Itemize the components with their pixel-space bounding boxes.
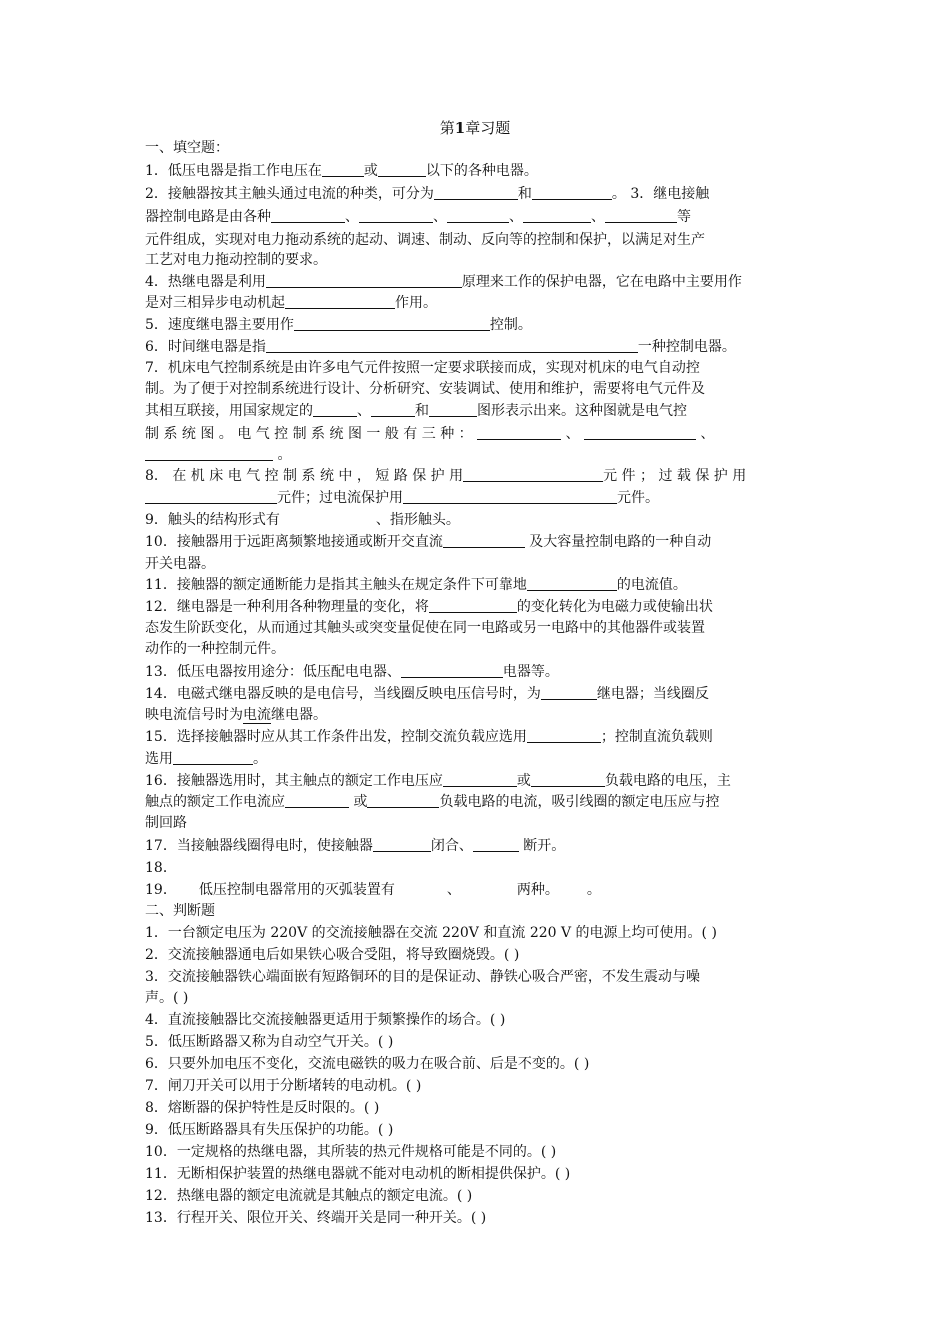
question-17: 17．当接触器线圈得电时，使接触器 闭合、 断开。 — [145, 838, 566, 854]
question-16-line-2: 触点的额定工作电流应 或 负载电路的电流，吸引线圈的额定电压应与控 — [145, 794, 720, 810]
answer-blank — [266, 339, 638, 353]
question-8-line-1: 8． 在 机 床 电 气 控 制 系 统 中 ， 短 路 保 护 用 元 件 ； 过 载 保 护 用 — [145, 468, 747, 484]
answer-blank — [447, 209, 509, 223]
judge-10: 10．一定规格的热继电器，其所装的热元件规格可能是不同的。( ) — [145, 1144, 557, 1160]
answer-blank — [443, 773, 517, 787]
answer-blank — [313, 403, 357, 417]
answer-blank — [266, 274, 462, 288]
title-prefix: 第 — [439, 119, 455, 137]
question-10-line-1: 10．接触器用于远距离频繁地接通或断开交直流 及大容量控制电路的一种自动 — [145, 534, 712, 550]
question-12-line-1: 12．继电器是一种利用各种物理量的变化，将 的变化转化为电磁力或使输出状 — [145, 599, 713, 615]
question-16-line-1: 16．接触器选用时，其主触点的额定工作电压应 或 负载电路的电压，主 — [145, 773, 731, 789]
judge-1: 1．一台额定电压为 220V 的交流接触器在交流 220V 和直流 220 V 的电源上均可使用。( ) — [145, 925, 717, 941]
question-7-line-4: 制 系 统 图 。 电 气 控 制 系 统 图 一 般 有 三 种 ： 、 、 — [145, 426, 715, 442]
answer-blank — [531, 773, 605, 787]
answer-blank — [401, 664, 503, 678]
question-18: 18． — [145, 860, 177, 876]
answer-blank — [429, 599, 517, 613]
answer-blank — [532, 186, 612, 200]
question-7-line-3: 其相互联接，用国家规定的 、 和 图形表示出来。这种图就是电气控 — [145, 403, 687, 419]
question-5: 5．速度继电器主要用作 控制。 — [145, 317, 532, 333]
answer-blank — [429, 403, 477, 417]
answer-blank — [359, 209, 433, 223]
answer-blank — [173, 751, 253, 765]
question-9: 9．触头的结构形式有 、指形触头。 — [145, 512, 460, 528]
question-13: 13．低压电器按用途分：低压配电电器、 电器等。 — [145, 664, 559, 680]
judge-2: 2．交流接触器通电后如果铁心吸合受阻，将导致圈烧毁。( ) — [145, 947, 520, 963]
answer-blank — [434, 186, 518, 200]
judge-13: 13．行程开关、限位开关、终端开关是同一种开关。( ) — [145, 1210, 487, 1226]
judge-5: 5．低压断路器又称为自动空气开关。( ) — [145, 1034, 394, 1050]
filled-answer: 电流 — [243, 707, 271, 723]
judge-4: 4．直流接触器比交流接触器更适用于频繁操作的场合。( ) — [145, 1012, 506, 1028]
judge-9: 9．低压断路器具有失压保护的功能。( ) — [145, 1122, 394, 1138]
page-title — [0, 118, 950, 138]
question-7-line-5: 。 — [145, 445, 810, 465]
answer-blank — [527, 577, 617, 591]
question-16-line-3: 制回路 — [145, 815, 187, 831]
title-suffix: 章习题 — [465, 119, 511, 137]
answer-blank — [322, 163, 364, 177]
answer-blank — [285, 295, 395, 309]
question-19: 19． 低压控制电器常用的灭弧装置有 、 两种。 。 — [145, 882, 601, 898]
answer-blank — [371, 403, 415, 417]
answer-blank — [473, 838, 519, 852]
judge-8: 8．熔断器的保护特性是反时限的。( ) — [145, 1100, 380, 1116]
judge-3-line-2: 声。( ) — [145, 990, 189, 1006]
question-10-line-2: 开关电器。 — [145, 556, 215, 572]
answer-blank — [145, 447, 273, 461]
question-1: 1．低压电器是指工作电压在 或 以下的各种电器。 — [145, 163, 538, 179]
question-15-line-1: 15．选择接触器时应从其工作条件出发，控制交流负载应选用 ；控制直流负载则 — [145, 729, 713, 745]
question-3-line-1: 器控制电路是由各种 、 、 、 、 等 — [145, 209, 691, 225]
judge-12: 12．热继电器的额定电流就是其触点的额定电流。( ) — [145, 1188, 473, 1204]
section-heading-judge: 二、判断题 — [145, 903, 215, 919]
answer-blank — [477, 426, 561, 440]
answer-blank — [271, 209, 345, 223]
question-4-line-1: 4．热继电器是利用 原理来工作的保护电器，它在电路中主要用作 — [145, 274, 742, 290]
question-6: 6．时间继电器是指 一种控制电器。 — [145, 339, 736, 355]
answer-blank — [367, 794, 439, 808]
question-14-line-1: 14．电磁式继电器反映的是电信号，当线圈反映电压信号时，为 继电器；当线圈反 — [145, 686, 709, 702]
question-15-line-2: 选用 。 — [145, 751, 267, 767]
question-4-line-2: 是对三相异步电动机起 作用。 — [145, 295, 437, 311]
question-7-line-2: 制。为了便于对控制系统进行设计、分析研究、安装调试、使用和维护，需要将电气元件及 — [145, 381, 705, 397]
answer-blank — [294, 317, 490, 331]
judge-3-line-1: 3．交流接触器铁心端面嵌有短路铜环的目的是保证动、静铁心吸合严密，不发生震动与噪 — [145, 969, 700, 985]
answer-blank — [373, 838, 431, 852]
question-12-line-2: 态发生阶跃变化，从而通过其触头或突变量促使在同一电路或另一电路中的其他器件或装置 — [145, 620, 705, 636]
judge-11: 11．无断相保护装置的热继电器就不能对电动机的断相提供保护。( ) — [145, 1166, 571, 1182]
question-11: 11．接触器的额定通断能力是指其主触头在规定条件下可靠地 的电流值。 — [145, 577, 687, 593]
answer-blank — [403, 490, 617, 504]
chapter-number: 1 — [454, 119, 466, 137]
answer-blank — [584, 426, 696, 440]
answer-blank — [605, 209, 677, 223]
question-7-line-1: 7．机床电气控制系统是由许多电气元件按照一定要求联接而成，实现对机床的电气自动控 — [145, 360, 700, 376]
question-8-line-2: 元件；过电流保护用 元件。 — [145, 488, 810, 508]
answer-blank — [527, 729, 601, 743]
answer-blank — [523, 209, 591, 223]
question-3-line-3: 工艺对电力拖动控制的要求。 — [145, 252, 327, 268]
judge-7: 7．闸刀开关可以用于分断堵转的电动机。( ) — [145, 1078, 422, 1094]
answer-blank — [443, 534, 525, 548]
judge-6: 6．只要外加电压不变化，交流电磁铁的吸力在吸合前、后是不变的。( ) — [145, 1056, 590, 1072]
answer-blank — [145, 490, 277, 504]
answer-blank — [378, 163, 426, 177]
answer-blank — [285, 794, 349, 808]
answer-blank — [541, 686, 597, 700]
question-12-line-3: 动作的一种控制元件。 — [145, 641, 285, 657]
question-2: 2．接触器按其主触头通过电流的种类，可分为 和 。 3．继电接触 — [145, 186, 710, 202]
question-14-line-2: 映电流信号时为电流继电器。 — [145, 707, 327, 723]
question-3-line-2: 元件组成，实现对电力拖动系统的起动、调速、制动、反向等的控制和保护，以满足对生产 — [145, 232, 705, 248]
section-heading-fill: 一、填空题： — [145, 140, 229, 156]
answer-blank — [463, 468, 603, 482]
